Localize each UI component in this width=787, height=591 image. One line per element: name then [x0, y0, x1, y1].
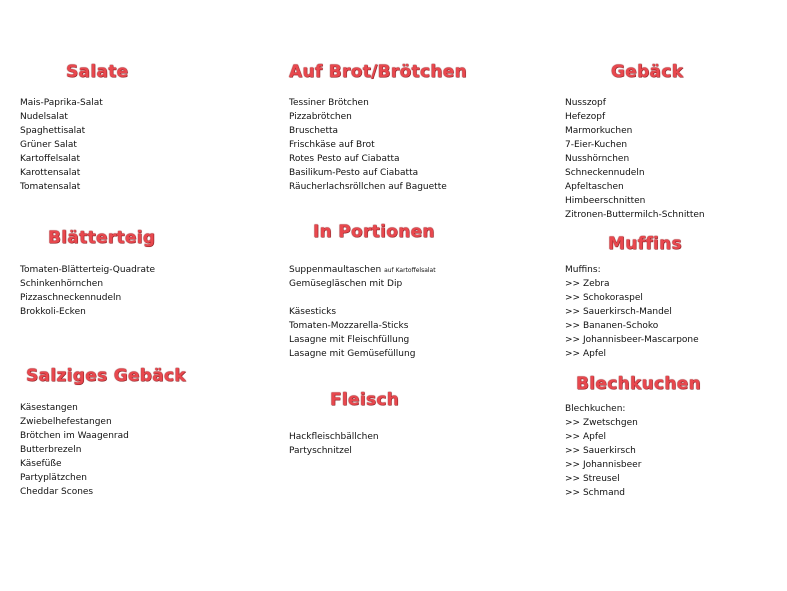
list-item: Tessiner Brötchen	[289, 98, 369, 108]
list-item: Brötchen im Waagenrad	[20, 431, 129, 441]
list-item-note: auf Kartoffelsalat	[384, 267, 436, 274]
list-item: >> Zebra	[565, 279, 610, 289]
list-item: Nusshörnchen	[565, 154, 630, 164]
heading-blechkuchen: Blechkuchen	[576, 374, 702, 394]
list-in-portionen	[289, 263, 436, 361]
list-item: Nusszopf	[565, 98, 606, 108]
list-blechkuchen	[565, 402, 641, 500]
list-item: Partyplätzchen	[20, 473, 87, 483]
list-item-label: Suppenmaultaschen	[289, 265, 382, 275]
list-item: Himbeerschnitten	[565, 196, 646, 206]
list-salziges-gebaeck	[20, 401, 129, 499]
list-item: Lasagne mit Gemüsefüllung	[289, 349, 416, 359]
list-item: Käsestangen	[20, 403, 78, 413]
heading-in-portionen: In Portionen	[313, 222, 435, 242]
list-item: Tomaten-Blätterteig-Quadrate	[20, 265, 156, 275]
list-item: Basilikum-Pesto auf Ciabatta	[289, 168, 419, 178]
list-item: Bruschetta	[289, 126, 339, 136]
heading-auf-brot: Auf Brot/Brötchen	[289, 62, 467, 82]
list-item: Cheddar Scones	[20, 487, 94, 497]
list-item: Käsefüße	[20, 459, 62, 469]
list-item: Pizzabrötchen	[289, 112, 352, 122]
list-item: Zitronen-Buttermilch-Schnitten	[565, 210, 705, 220]
heading-fleisch: Fleisch	[330, 390, 400, 410]
list-item: Brokkoli-Ecken	[20, 307, 86, 317]
list-item: >> Apfel	[565, 349, 607, 359]
list-item: Hefezopf	[565, 112, 606, 122]
list-item: Hackfleischbällchen	[289, 432, 379, 442]
list-item: Gemüsegläschen mit Dip	[289, 279, 403, 289]
list-fleisch	[289, 430, 379, 458]
list-item: >> Johannisbeer	[565, 460, 642, 470]
list-item: >> Johannisbeer-Mascarpone	[565, 335, 699, 345]
list-item: Räucherlachsröllchen auf Baguette	[289, 182, 447, 192]
list-item: Schneckennudeln	[565, 168, 645, 178]
list-gebaeck	[565, 96, 705, 222]
list-item: Apfeltaschen	[565, 182, 624, 192]
heading-blaetterteig: Blätterteig	[48, 228, 156, 248]
list-item: Lasagne mit Fleischfüllung	[289, 335, 410, 345]
list-blaetterteig	[20, 263, 155, 319]
list-item: >> Sauerkirsch	[565, 446, 636, 456]
heading-salate: Salate	[66, 62, 129, 82]
list-item: >> Zwetschgen	[565, 418, 638, 428]
list-item: Schinkenhörnchen	[20, 279, 104, 289]
list-item: Zwiebelhefestangen	[20, 417, 112, 427]
list-item: Butterbrezeln	[20, 445, 82, 455]
list-item: >> Schmand	[565, 488, 626, 498]
list-item: Muffins:	[565, 265, 601, 275]
list-salate	[20, 96, 103, 194]
list-item: 7-Eier-Kuchen	[565, 140, 628, 150]
list-item: Partyschnitzel	[289, 446, 352, 456]
list-item: Mais-Paprika-Salat	[20, 98, 103, 108]
list-item: Rotes Pesto auf Ciabatta	[289, 154, 400, 164]
heading-gebaeck: Gebäck	[611, 62, 684, 82]
list-item: Tomaten-Mozzarella-Sticks	[289, 321, 409, 331]
list-item: Grüner Salat	[20, 140, 77, 150]
list-item: >> Streusel	[565, 474, 620, 484]
list-item: Karottensalat	[20, 168, 81, 178]
list-item: Spaghettisalat	[20, 126, 86, 136]
list-item: >> Bananen-Schoko	[565, 321, 659, 331]
list-item: Marmorkuchen	[565, 126, 633, 136]
list-item: Frischkäse auf Brot	[289, 140, 375, 150]
list-item: Blechkuchen:	[565, 404, 626, 414]
list-item: Käsesticks	[289, 307, 337, 317]
list-muffins	[565, 263, 699, 361]
list-item: Tomatensalat	[20, 182, 81, 192]
list-auf-brot	[289, 96, 447, 194]
list-item	[289, 263, 436, 277]
list-item: Pizzaschneckennudeln	[20, 293, 122, 303]
list-item: >> Schokoraspel	[565, 293, 643, 303]
list-item: Nudelsalat	[20, 112, 68, 122]
list-item: >> Sauerkirsch-Mandel	[565, 307, 672, 317]
heading-muffins: Muffins	[608, 234, 682, 254]
list-spacer	[289, 291, 436, 305]
list-item: >> Apfel	[565, 432, 607, 442]
heading-salziges-gebaeck: Salziges Gebäck	[26, 366, 187, 386]
list-item: Kartoffelsalat	[20, 154, 80, 164]
